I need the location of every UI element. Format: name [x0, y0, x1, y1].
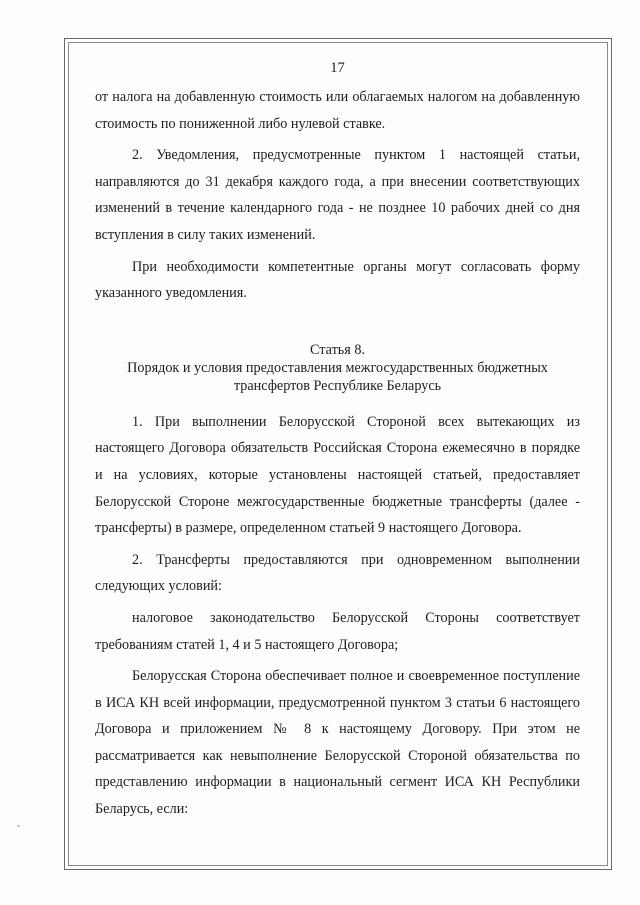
article-heading [95, 341, 580, 395]
article-number: Статья 8. [310, 341, 365, 358]
scan-mark [17, 825, 20, 827]
page-number: 17 [330, 60, 345, 76]
article-title-line-2: трансфертов Республике Беларусь [233, 377, 442, 394]
paragraph-tax-legislation: налоговое законодательство Белорусской Стороны соответствует требованиям статей 1, 4 и 5 настоящего Договора; [95, 609, 580, 653]
paragraph-continuation: от налога на добавленную стоимость или облагаемых налогом на добавленную стоимость по пониженной либо нулевой ставке. [95, 89, 580, 132]
article-title-line-1: Порядок и условия предоставления межгосударственных бюджетных [127, 359, 548, 376]
paragraph-notifications: 2. Уведомления, предусмотренные пунктом 1 настоящей статьи, направляются до 31 декабря каждого года, а при внесении соответствующих изменений в течение календарного года - не позднее 10 рабочих дней со дня вступления в силу таких изменений. [95, 147, 580, 243]
paragraph-conditions: 2. Трансферты предоставляются при одновременном выполнении следующих условий: [95, 551, 580, 595]
paragraph-information-supply: Белорусская Сторона обеспечивает полное и своевременное поступление в ИСА КН всей информации, предусмотренной пунктом 3 статьи 6 настоящего Договора и приложением № 8 к настоящему Договору. При этом не рассматривается как невыполнение Белорусской Стороной обязательства по представлению информации в национальный сегмент ИСА КН Республики Беларусь, если: [95, 668, 580, 818]
paragraph-form-agreement: При необходимости компетентные органы могут согласовать форму указанного уведомления. [95, 258, 580, 302]
paragraph-transfers-provision: 1. При выполнении Белорусской Стороной всех вытекающих из настоящего Договора обязательств Российская Сторона ежемесячно в порядке и на условиях, которые установлены настоящей статьей, предоставляет Белорусской Стороне межгосударственные бюджетные трансферты (далее - трансферты) в размере, определенном статьей 9 настоящего Договора. [95, 413, 580, 537]
document-body [95, 58, 580, 823]
